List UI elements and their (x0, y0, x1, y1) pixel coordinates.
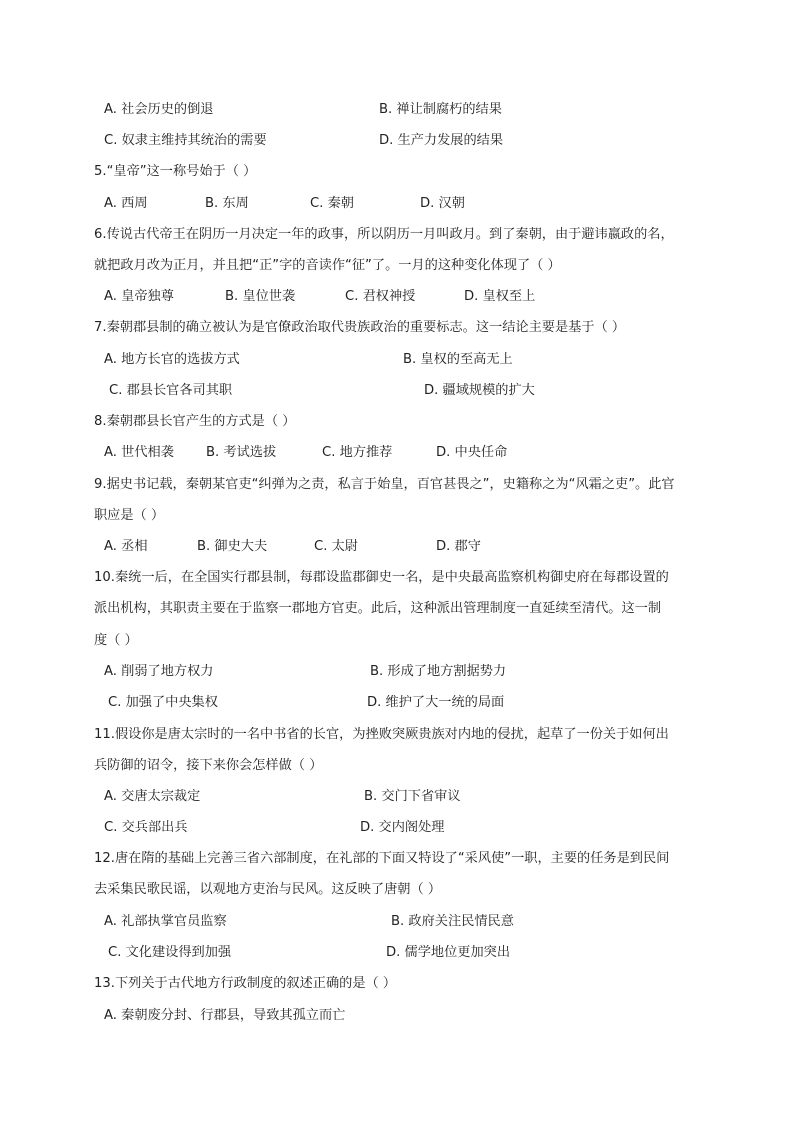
q10-option-c[interactable]: C. 加强了中央集权 (108, 695, 218, 710)
q6-stem-line-1: 6.传说古代帝王在阴历一月决定一年的政事，所以阴历一月叫政月。到了秦朝，由于避讳嬴政的名， (94, 227, 674, 242)
q10-stem-line-1: 10.秦统一后，在全国实行郡县制，每郡设监郡御史一名，是中央最高监察机构御史府在每郡设置的 (94, 570, 669, 585)
q5-option-b[interactable]: B. 东周 (205, 196, 249, 211)
q5-option-c[interactable]: C. 秦朝 (310, 196, 354, 211)
q12-stem-line-2: 去采集民歌民谣，以观地方吏治与民风。这反映了唐朝（ ） (94, 882, 442, 897)
q8-stem: 8.秦朝郡县长官产生的方式是（ ） (94, 414, 296, 429)
q10-stem-line-2: 派出机构，其职责主要在于监察一郡地方官吏。此后，这种派出管理制度一直延续至清代。这一制 (94, 601, 662, 616)
q9-stem-line-2: 职应是（ ） (94, 508, 165, 523)
q4-option-d[interactable]: D. 生产力发展的结果 (379, 133, 504, 148)
q4-option-c[interactable]: C. 奴隶主维持其统治的需要 (104, 133, 267, 148)
q7-option-d[interactable]: D. 疆域规模的扩大 (424, 383, 535, 398)
q7-option-a[interactable]: A. 地方长官的选拔方式 (104, 352, 240, 367)
q6-option-c[interactable]: C. 君权神授 (345, 289, 416, 304)
q6-option-b[interactable]: B. 皇位世袭 (225, 289, 296, 304)
q4-option-b[interactable]: B. 禅让制腐朽的结果 (379, 102, 502, 117)
q10-option-b[interactable]: B. 形成了地方割据势力 (370, 664, 507, 679)
q6-stem-line-2: 就把政月改为正月，并且把“正”字的音读作“征”了。一月的这种变化体现了（ ） (94, 258, 561, 273)
q9-option-d[interactable]: D. 郡守 (436, 539, 481, 554)
q8-option-a[interactable]: A. 世代相袭 (104, 445, 174, 460)
q5-option-d[interactable]: D. 汉朝 (420, 196, 465, 211)
q11-option-d[interactable]: D. 交内阁处理 (360, 820, 445, 835)
q9-option-a[interactable]: A. 丞相 (104, 539, 148, 554)
q11-stem-line-2: 兵防御的诏令，接下来你会怎样做（ ） (94, 758, 323, 773)
q9-option-c[interactable]: C. 太尉 (314, 539, 358, 554)
q11-stem-line-1: 11.假设你是唐太宗时的一名中书省的长官，为挫败突厥贵族对内地的侵扰，起草了一份关于如何出 (94, 727, 669, 742)
q5-stem: 5.“皇帝”这一称号始于（ ） (94, 164, 257, 179)
q8-option-d[interactable]: D. 中央任命 (436, 445, 508, 460)
q11-option-b[interactable]: B. 交门下省审议 (364, 789, 461, 804)
q8-option-c[interactable]: C. 地方推荐 (322, 445, 393, 460)
q7-option-c[interactable]: C. 郡县长官各司其职 (109, 383, 233, 398)
q12-option-c[interactable]: C. 文化建设得到加强 (108, 945, 232, 960)
q12-option-a[interactable]: A. 礼部执掌官员监察 (104, 914, 227, 929)
q12-stem-line-1: 12.唐在隋的基础上完善三省六部制度，在礼部的下面又特设了“采风使”一职，主要的任务是到民间 (94, 851, 670, 866)
q13-stem: 13.下列关于古代地方行政制度的叙述正确的是（ ） (94, 976, 397, 991)
q9-option-b[interactable]: B. 御史大夫 (197, 539, 268, 554)
q13-option-a[interactable]: A. 秦朝废分封、行郡县，导致其孤立而亡 (104, 1008, 346, 1023)
q5-option-a[interactable]: A. 西周 (104, 196, 148, 211)
q12-option-d[interactable]: D. 儒学地位更加突出 (386, 945, 511, 960)
q10-stem-line-3: 度（ ） (94, 633, 138, 648)
q11-option-c[interactable]: C. 交兵部出兵 (104, 820, 188, 835)
q6-option-d[interactable]: D. 皇权至上 (464, 289, 536, 304)
q7-option-b[interactable]: B. 皇权的至高无上 (403, 352, 513, 367)
q9-stem-line-1: 9.据史书记载，秦朝某官吏“纠弹为之责，私言于始皇，百官甚畏之”，史籍称之为“风霜之吏”。此官 (94, 477, 675, 492)
q11-option-a[interactable]: A. 交唐太宗裁定 (104, 789, 201, 804)
q4-option-a[interactable]: A. 社会历史的倒退 (104, 102, 214, 117)
q8-option-b[interactable]: B. 考试选拔 (206, 445, 277, 460)
q7-stem: 7.秦朝郡县制的确立被认为是官僚政治取代贵族政治的重要标志。这一结论主要是基于（ ） (94, 320, 626, 335)
q6-option-a[interactable]: A. 皇帝独尊 (104, 289, 174, 304)
q12-option-b[interactable]: B. 政府关注民情民意 (391, 914, 514, 929)
q10-option-d[interactable]: D. 维护了大一统的局面 (367, 695, 505, 710)
q10-option-a[interactable]: A. 削弱了地方权力 (104, 664, 214, 679)
